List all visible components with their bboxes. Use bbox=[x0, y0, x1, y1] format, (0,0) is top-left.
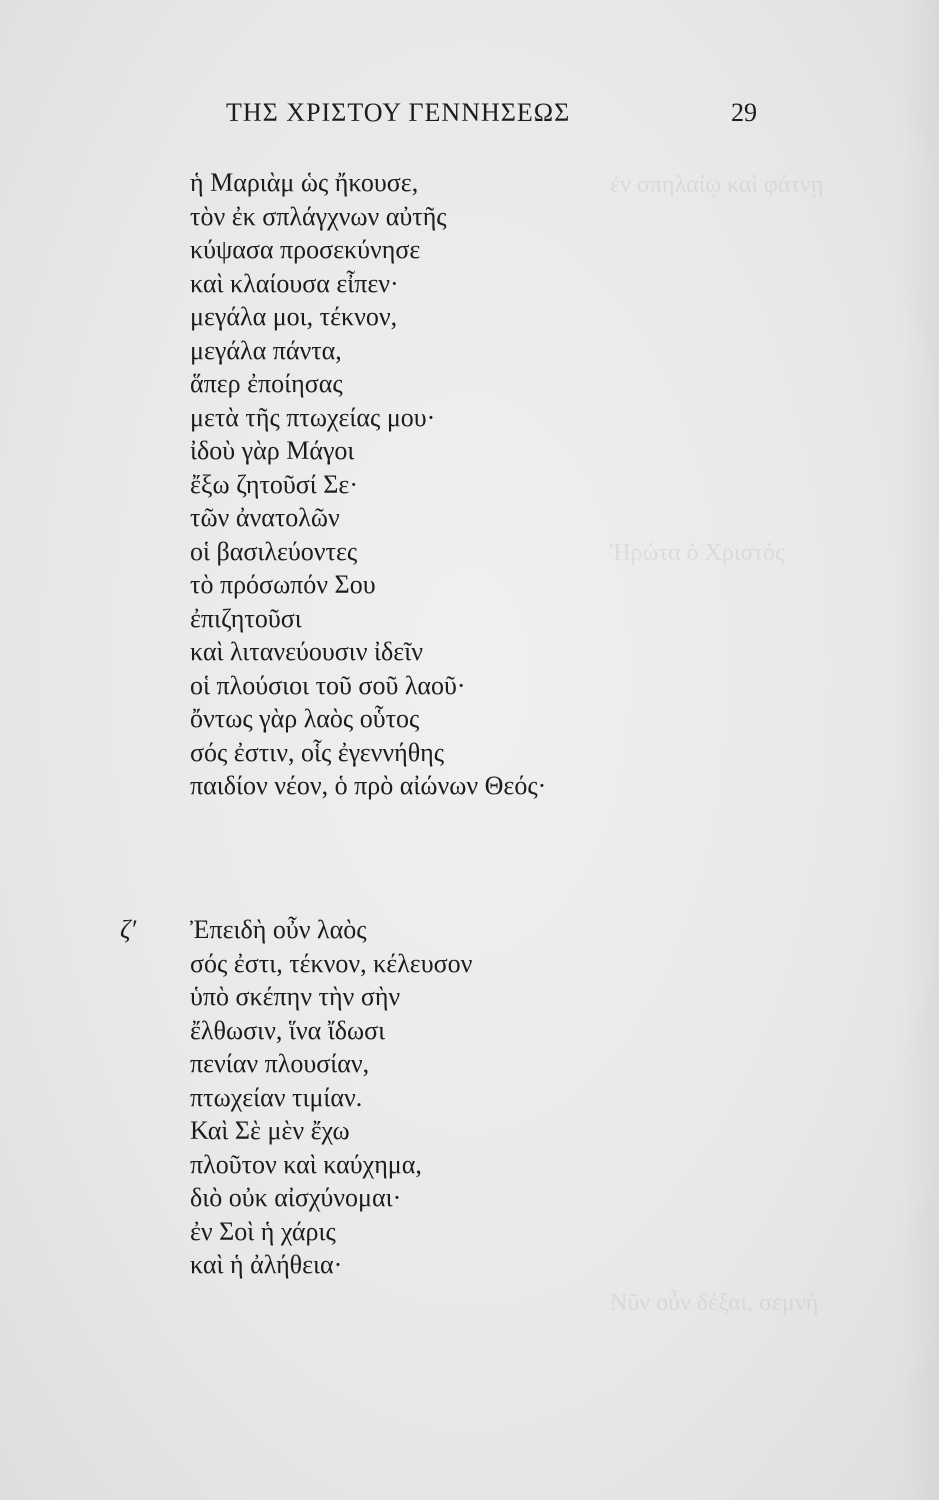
verse-line: πενίαν πλουσίαν, bbox=[190, 1049, 370, 1078]
verse-line: κύψασα προσεκύνησε bbox=[190, 235, 421, 264]
verse-line: οἱ βασιλεύοντες bbox=[190, 536, 358, 566]
verse-line: ἰδοὺ γὰρ Μάγοι bbox=[190, 436, 355, 465]
stanza-marker-zeta: ζ′ bbox=[120, 915, 137, 944]
verse-line: καὶ ἡ ἀλήθεια· bbox=[190, 1250, 343, 1279]
verse-line: τῶν ἀνατολῶν bbox=[190, 503, 340, 532]
verse-line: ἐπιζητοῦσι bbox=[190, 603, 302, 633]
stanza-1 bbox=[190, 166, 546, 803]
running-title: ΤΗΣ ΧΡΙΣΤΟΥ ΓΕΝΝΗΣΕΩΣ bbox=[226, 98, 571, 127]
page-number: 29 bbox=[731, 98, 757, 127]
verse-line: Ἐπειδὴ οὖν λαὸς bbox=[190, 915, 367, 944]
verse-line: καὶ λιτανεύουσιν ἰδεῖν bbox=[190, 637, 423, 666]
stanza-2 bbox=[190, 913, 472, 1282]
verse-line: ἔλθωσιν, ἵνα ἴδωσι bbox=[190, 1015, 386, 1045]
verse-line: σός ἐστι, τέκνον, κέλευσον bbox=[190, 948, 473, 978]
verse-line: μεγάλα μοι, τέκνον, bbox=[190, 302, 398, 331]
verse-line: Καὶ Σὲ μὲν ἔχω bbox=[190, 1116, 350, 1145]
verse-line: ὑπὸ σκέπην τὴν σὴν bbox=[190, 982, 401, 1011]
verse-line: παιδίον νέον, ὁ πρὸ αἰώνων Θεός· bbox=[190, 771, 547, 800]
verse-line: ἅπερ ἐποίησας bbox=[190, 369, 343, 398]
verse-line: οἱ πλούσιοι τοῦ σοῦ λαοῦ· bbox=[190, 670, 466, 700]
verse-line: διὸ οὐκ αἰσχύνομαι· bbox=[190, 1183, 402, 1212]
book-page: ἐν σπηλαίῳ καὶ φάτνῃ Ἠρώτα ὁ Χριστός Νῦν οὖν δέξαι, σεμνή ΤΗΣ ΧΡΙΣΤΟΥ ΓΕΝΝΗΣΕΩΣ 29 ἡ Μαριὰμ ὡς ἤκουσε, τὸν ἐκ σπλάγχνων αὐτῆς κύψασα προσεκύνησε καὶ κλαίουσα εἶπεν· μεγάλα μοι, τέκνον, μεγάλα πάντα, ἅπερ ἐποίησας μετὰ τῆς πτωχείας μου· ἰδοὺ γὰρ Μάγοι ἔξω ζητοῦσί Σε· τῶν ἀνατολῶν οἱ βασιλεύοντες τὸ πρόσωπόν Σου ἐπιζητοῦσι καὶ λιτανεύουσιν ἰδεῖν οἱ πλούσιοι τοῦ σοῦ λαοῦ· ὄντως γὰρ λαὸς οὗτος σός ἐστιν, οἷς ἐγεννήθης παιδίον νέον, ὁ πρὸ αἰώνων Θεός· ζ′ Ἐπειδὴ οὖν λαὸς σός ἐστι, τέκνον, κέλευσον ὑπὸ σκέπην τὴν σὴν ἔλθωσιν, ἵνα ἴδωσι πενίαν πλουσίαν, πτωχείαν τιμίαν. Καὶ Σὲ μὲν ἔχω πλοῦτον καὶ καύχημα, διὸ οὐκ αἰσχύνομαι· ἐν Σοὶ ἡ χάρις καὶ ἡ ἀλήθεια· bbox=[0, 0, 939, 1500]
verse-line: πλοῦτον καὶ καύχημα, bbox=[190, 1149, 422, 1179]
verse-line: ἐν Σοὶ ἡ χάρις bbox=[190, 1216, 336, 1246]
verse-line: μεγάλα πάντα, bbox=[190, 335, 342, 365]
verse-line: σός ἐστιν, οἷς ἐγεννήθης bbox=[190, 737, 445, 767]
verse-line: ἔξω ζητοῦσί Σε· bbox=[190, 469, 359, 499]
verse-line: τὸν ἐκ σπλάγχνων αὐτῆς bbox=[190, 201, 447, 231]
verse-line: καὶ κλαίουσα εἶπεν· bbox=[190, 268, 399, 298]
verse-line: μετὰ τῆς πτωχείας μου· bbox=[190, 402, 436, 432]
verse-line: ὄντως γὰρ λαὸς οὗτος bbox=[190, 704, 420, 733]
verse-line: πτωχείαν τιμίαν. bbox=[190, 1082, 363, 1112]
page-header bbox=[0, 98, 939, 138]
verse-line: ἡ Μαριὰμ ὡς ἤκουσε, bbox=[190, 168, 419, 197]
verse-line: τὸ πρόσωπόν Σου bbox=[190, 570, 376, 599]
page-edge-shadow bbox=[899, 0, 939, 1500]
